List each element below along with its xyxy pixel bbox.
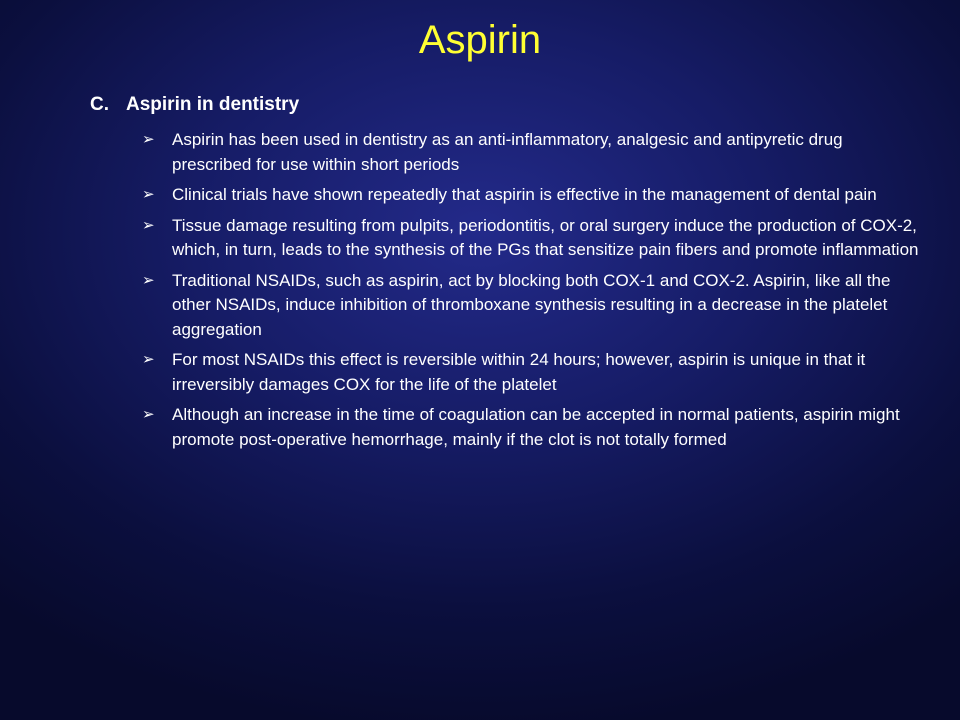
bullet-text: Traditional NSAIDs, such as aspirin, act by blocking both COX-1 and COX-2. Aspirin, like all the other NSAIDs, induce inhibition of thromboxane synthesis resulting in a decrease in the platelet aggregation bbox=[172, 270, 891, 339]
arrow-bullet-icon: ➢ bbox=[142, 406, 155, 423]
bullet-list bbox=[90, 128, 930, 452]
section-heading-text: Aspirin in dentistry bbox=[126, 94, 300, 115]
bullet-text: Clinical trials have shown repeatedly that aspirin is effective in the management of dental pain bbox=[172, 185, 877, 204]
bullet-item bbox=[142, 214, 930, 263]
bullet-item bbox=[142, 128, 930, 177]
bullet-text: Aspirin has been used in dentistry as an anti-inflammatory, analgesic and antipyretic drug prescribed for use within short periods bbox=[172, 130, 843, 174]
arrow-bullet-icon: ➢ bbox=[142, 131, 155, 148]
arrow-bullet-icon: ➢ bbox=[142, 351, 155, 368]
arrow-bullet-icon: ➢ bbox=[142, 271, 155, 289]
section-letter: C. bbox=[90, 94, 109, 115]
bullet-text: Although an increase in the time of coagulation can be accepted in normal patients, aspirin might promote post-operative hemorrhage, mainly if the clot is not totally formed bbox=[172, 405, 900, 449]
arrow-bullet-icon: ➢ bbox=[142, 216, 155, 234]
bullet-item bbox=[142, 269, 930, 343]
slide-title: Aspirin bbox=[418, 18, 542, 62]
bullet-item bbox=[142, 183, 930, 208]
bullet-item bbox=[142, 403, 930, 452]
content-section bbox=[90, 90, 930, 458]
bullet-text: Tissue damage resulting from pulpits, periodontitis, or oral surgery induce the production of COX-2, which, in turn, leads to the synthesis of the PGs that sensitize pain fibers and promote inflammation bbox=[172, 215, 919, 259]
bullet-item bbox=[142, 348, 930, 397]
section-heading bbox=[90, 90, 930, 120]
bullet-text: For most NSAIDs this effect is reversible within 24 hours; however, aspirin is unique in that it irreversibly damages COX for the life of the platelet bbox=[172, 350, 866, 394]
arrow-bullet-icon: ➢ bbox=[142, 186, 155, 203]
